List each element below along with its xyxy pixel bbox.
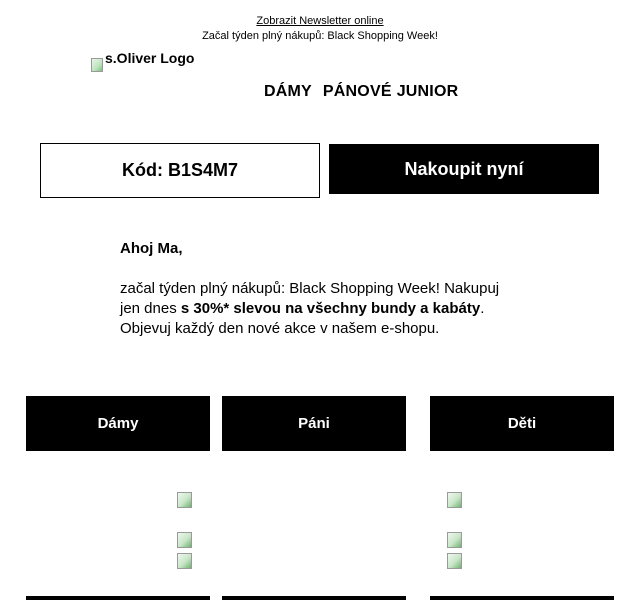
message-line-2-end: . bbox=[480, 300, 485, 317]
broken-image-icon bbox=[91, 58, 103, 72]
product-image-placeholder[interactable] bbox=[447, 553, 462, 569]
message-line-3: Objevuj každý den nové akce v našem e-shopu. bbox=[120, 320, 440, 337]
brand-logo[interactable] bbox=[91, 50, 221, 72]
nav-item-men[interactable]: PÁNOVÉ bbox=[322, 83, 392, 100]
product-image-placeholder[interactable] bbox=[177, 553, 192, 569]
product-image-placeholder[interactable] bbox=[177, 492, 192, 508]
category-button-kids[interactable] bbox=[430, 396, 614, 451]
message-body bbox=[120, 279, 530, 339]
category-label: Dámy bbox=[97, 415, 139, 432]
message-line-2-start: jen dnes bbox=[120, 300, 181, 317]
logo-alt-text: s.Oliver Logo bbox=[105, 50, 195, 66]
nav-item-junior[interactable]: JUNIOR bbox=[396, 83, 459, 100]
shop-now-label: Nakoupit nyní bbox=[404, 158, 524, 179]
next-section-bar bbox=[430, 596, 614, 600]
view-online-link[interactable]: Zobrazit Newsletter online bbox=[256, 15, 384, 27]
product-image-placeholder[interactable] bbox=[177, 532, 192, 548]
next-section-bar bbox=[26, 596, 210, 600]
message-line-1: začal týden plný nákupů: Black Shopping Week! Nakupuj bbox=[120, 280, 500, 297]
category-button-women[interactable] bbox=[26, 396, 210, 451]
greeting: Ahoj Ma, bbox=[120, 240, 183, 257]
discount-code-label: Kód: B1S4M7 bbox=[121, 160, 238, 180]
main-navigation bbox=[264, 83, 458, 101]
nav-item-women[interactable]: DÁMY bbox=[264, 83, 312, 100]
discount-highlight: s 30%* slevou na všechny bundy a kabáty bbox=[180, 300, 481, 317]
category-label: Děti bbox=[507, 415, 537, 432]
product-image-placeholder[interactable] bbox=[447, 492, 462, 508]
discount-code-box bbox=[40, 143, 320, 198]
product-image-placeholder[interactable] bbox=[447, 532, 462, 548]
category-label: Páni bbox=[298, 415, 330, 432]
shop-now-button[interactable] bbox=[329, 144, 599, 194]
category-button-men[interactable] bbox=[222, 396, 406, 451]
preheader-text: Začal týden plný nákupů: Black Shopping Week! bbox=[202, 30, 438, 42]
next-section-bar bbox=[222, 596, 406, 600]
